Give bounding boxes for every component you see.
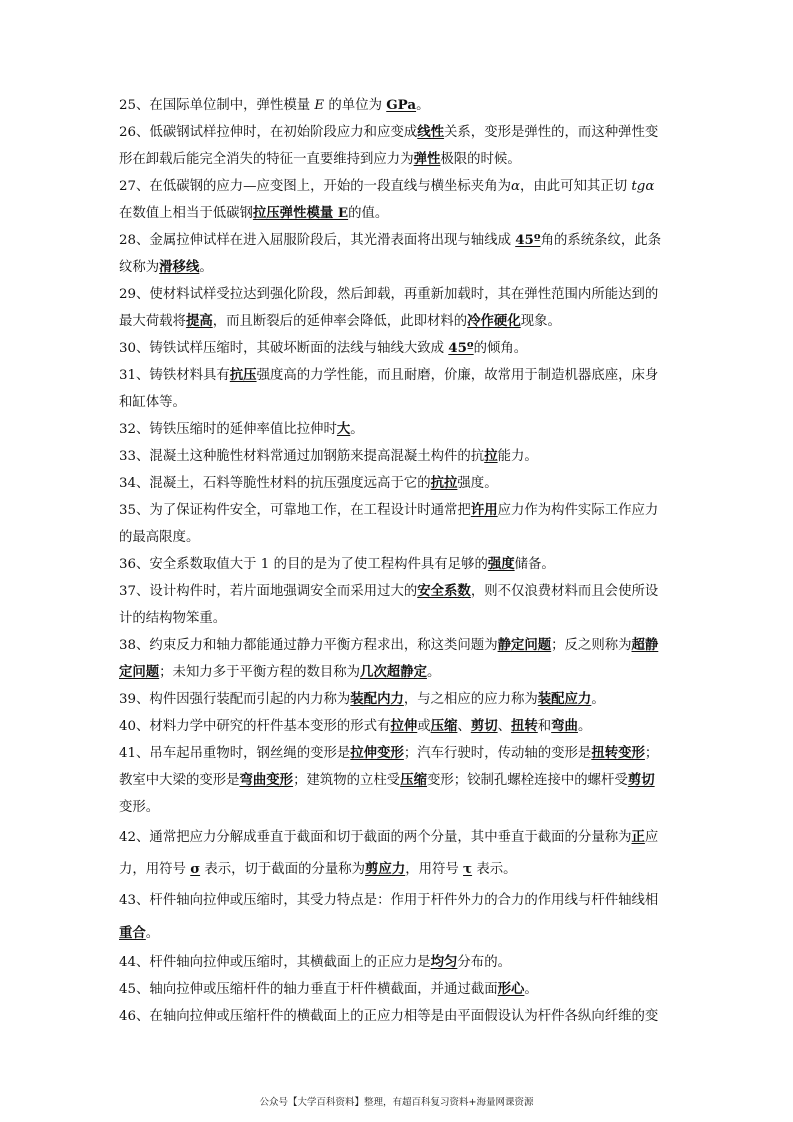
question-line: [119, 308, 675, 335]
question-line: [119, 917, 675, 949]
question-line: [119, 713, 675, 740]
question-item: [119, 713, 675, 740]
question-text: ，与之相应的应力称为: [403, 692, 538, 707]
question-text: 、: [497, 719, 511, 734]
question-text: 。: [591, 692, 605, 707]
question-line: [119, 281, 675, 308]
question-text: 45、轴向拉伸或压缩杆件的轴力垂直于杆件横截面，并通过截面: [119, 982, 498, 997]
answer-text: 抗拉: [430, 475, 458, 491]
question-item: [119, 443, 675, 470]
question-text: 或: [417, 719, 431, 734]
question-line: [119, 551, 675, 578]
answer-text: 剪切: [470, 718, 498, 734]
question-item: [119, 885, 675, 949]
question-text: 40、材料力学中研究的杆件基本变形的形式有: [119, 719, 391, 734]
question-text: ；未知力多于平衡方程的数目称为: [159, 665, 361, 680]
answer-text: 弯曲: [551, 718, 578, 734]
question-text: 36、安全系数取值大于 1 的目的是为了使工程构件具有足够的: [119, 557, 488, 572]
question-item: [119, 686, 675, 713]
question-text: 关系，变形是弹性的，而这种弹性变: [444, 125, 659, 140]
question-text: 强度。: [457, 476, 498, 491]
question-text: 37、设计构件时，若片面地强调安全而采用过大的: [119, 584, 418, 599]
question-text: 分布的。: [457, 955, 511, 970]
question-line: [119, 416, 675, 443]
question-text: 的单位为: [324, 98, 387, 113]
answer-text: 剪切: [627, 772, 655, 788]
question-text: 表示，切于截面的分量称为: [200, 862, 366, 877]
question-text: 最大荷载将: [119, 314, 186, 329]
answer-text: 定问题: [119, 664, 160, 680]
question-text: 应: [644, 830, 659, 845]
question-text: 在数值上相当于低碳钢: [119, 206, 253, 221]
question-line: [119, 362, 675, 389]
question-line: [119, 853, 675, 885]
question-line: [119, 173, 675, 200]
question-text: 的倾角。: [473, 341, 528, 356]
answer-text: 45º: [515, 232, 541, 248]
answer-text: 均匀: [430, 954, 458, 970]
question-line: [119, 976, 675, 1003]
question-text: ，用符号: [405, 862, 464, 877]
question-line: [119, 686, 675, 713]
math-symbol: E: [314, 98, 325, 113]
answer-text: 装配内力: [350, 691, 404, 707]
question-item: [119, 1003, 675, 1030]
answer-text: 拉压弹性模量 E: [252, 205, 349, 221]
question-text: ；建筑物的立柱受: [293, 773, 401, 788]
question-text: ，而且断裂后的延伸率会降低，此即材料的: [212, 314, 468, 329]
question-line: [119, 227, 675, 254]
question-line: [119, 335, 675, 362]
question-line: [119, 497, 675, 524]
question-line: [119, 949, 675, 976]
question-line: [119, 470, 675, 497]
answer-text: 提高: [185, 313, 213, 329]
question-text: 极限的时候。: [440, 152, 521, 167]
answer-text: 重合: [119, 925, 146, 941]
question-text: 33、混凝土这种脆性材料常通过加钢筋来提高混凝土构件的抗: [119, 449, 485, 464]
question-text: 计的结构物笨重。: [119, 611, 227, 626]
answer-text: 扭转变形: [591, 745, 645, 761]
question-text: 29、使材料试样受拉达到强化阶段，然后卸载，再重新加载时，其在弹性范围内所能达到的: [119, 287, 659, 302]
question-text: ；: [644, 746, 659, 761]
answer-text: 拉: [484, 448, 498, 464]
question-text: 表示。: [472, 862, 517, 877]
answer-text: 大: [336, 421, 351, 437]
question-text: 强度高的力学性能，而且耐磨，价廉，故常用于制造机器底座，床身: [256, 368, 659, 383]
question-text: 32、铸铁压缩时的延伸率值比拉伸时: [119, 422, 337, 437]
question-text: 的值。: [348, 206, 389, 221]
answer-text: 拉伸变形: [350, 745, 404, 761]
question-text: 27、在低碳钢的应力—应变图上，开始的一段直线与横坐标夹角为: [119, 179, 511, 194]
question-line: [119, 200, 675, 227]
answer-text: 超静: [631, 637, 659, 653]
question-item: [119, 976, 675, 1003]
answer-text: 安全系数: [417, 583, 471, 599]
question-item: [119, 740, 675, 821]
question-text: 现象。: [520, 314, 561, 329]
question-text: 28、金属拉伸试样在进入屈服阶段后，其光滑表面将出现与轴线成: [119, 233, 516, 248]
question-text: 31、铸铁材料具有: [119, 368, 230, 383]
answer-text: 正: [631, 829, 645, 845]
answer-text: 装配应力: [537, 691, 592, 707]
question-text: 26、低碳钢试样拉伸时，在初始阶段应力和应变成: [119, 125, 418, 140]
question-text: 。: [416, 98, 430, 113]
answer-text: 抗压: [229, 367, 257, 383]
answer-text: τ: [463, 861, 473, 877]
question-line: [119, 821, 675, 853]
question-line: [119, 885, 675, 917]
question-line: [119, 794, 675, 821]
answer-text: 弹性: [413, 151, 441, 167]
answer-text: 压缩: [430, 718, 458, 734]
question-text: 变形；铰制孔螺栓连接中的螺杆受: [426, 773, 628, 788]
question-item: [119, 362, 675, 416]
question-text: 和: [537, 719, 552, 734]
question-list: [119, 92, 675, 1030]
question-item: [119, 949, 675, 976]
question-line: [119, 578, 675, 605]
question-text: 30、铸铁试样压缩时，其破坏断面的法线与轴线大致成: [119, 341, 449, 356]
question-text: ；反之则称为: [551, 638, 632, 653]
question-text: 教室中大梁的变形是: [119, 773, 240, 788]
answer-text: 形心: [497, 981, 525, 997]
answer-text: 静定问题: [497, 637, 552, 653]
question-line: [119, 767, 675, 794]
question-text: 41、吊车起吊重物时，钢丝绳的变形是: [119, 746, 351, 761]
answer-text: 扭转: [510, 718, 538, 734]
answer-text: 45º: [448, 340, 474, 356]
question-text: 。: [199, 260, 213, 275]
question-text: 的最高限度。: [119, 530, 200, 545]
question-text: 38、约束反力和轴力都能通过静力平衡方程求出，称这类问题为: [119, 638, 498, 653]
answer-text: 冷作硬化: [467, 313, 521, 329]
answer-text: GPa: [386, 97, 417, 113]
answer-text: 线性: [417, 124, 445, 140]
question-item: [119, 578, 675, 632]
answer-text: 剪应力: [365, 861, 406, 877]
question-text: 纹称为: [119, 260, 160, 275]
question-text: 44、杆件轴向拉伸或压缩时，其横截面上的正应力是: [119, 955, 431, 970]
question-text: 能力。: [497, 449, 538, 464]
answer-text: σ: [190, 861, 201, 877]
question-item: [119, 335, 675, 362]
question-text: ，由此可知其正切: [520, 179, 632, 194]
question-text: ；汽车行驶时，传动轴的变形是: [403, 746, 592, 761]
question-text: 43、杆件轴向拉伸或压缩时，其受力特点是：作用于杆件外力的合力的作用线与杆件轴线相: [119, 893, 659, 908]
question-item: [119, 119, 675, 173]
question-item: [119, 497, 675, 551]
question-text: 角的系统条纹，此条: [540, 233, 662, 248]
question-line: [119, 443, 675, 470]
question-item: [119, 632, 675, 686]
question-item: [119, 551, 675, 578]
question-item: [119, 281, 675, 335]
math-symbol: α: [510, 179, 521, 194]
question-item: [119, 92, 675, 119]
question-text: 39、构件因强行装配而引起的内力称为: [119, 692, 351, 707]
question-text: 储备。: [514, 557, 555, 572]
question-text: 。: [350, 422, 364, 437]
question-text: 、: [457, 719, 471, 734]
question-line: [119, 254, 675, 281]
answer-text: 滑移线: [159, 259, 200, 275]
math-symbol: tgα: [631, 179, 655, 194]
question-line: [119, 119, 675, 146]
question-item: [119, 470, 675, 497]
question-line: [119, 524, 675, 551]
question-text: ，则不仅浪费材料而且会使所设: [470, 584, 659, 599]
answer-text: 压缩: [400, 772, 427, 788]
question-text: 35、为了保证构件安全，可靠地工作，在工程设计时通常把: [119, 503, 471, 518]
answer-text: 几次超静定: [360, 664, 427, 680]
question-text: 34、混凝土，石料等脆性材料的抗压强度远高于它的: [119, 476, 431, 491]
question-line: [119, 1003, 675, 1030]
question-line: [119, 659, 675, 686]
question-text: 42、通常把应力分解成垂直于截面和切于截面的两个分量，其中垂直于截面的分量称为: [119, 830, 632, 845]
question-text: 变形。: [119, 800, 160, 815]
page-footer: 公众号【大学百科资料】整理，有超百科复习资料+海量网课资源: [259, 1097, 534, 1108]
question-text: 。: [426, 665, 441, 680]
question-text: 46、在轴向拉伸或压缩杆件的横截面上的正应力相等是由平面假设认为杆件各纵向纤维的变: [119, 1009, 659, 1024]
answer-text: 拉伸: [390, 718, 418, 734]
question-text: 。: [577, 719, 592, 734]
question-line: [119, 632, 675, 659]
question-item: [119, 227, 675, 281]
question-text: 25、在国际单位制中，弹性模量: [119, 98, 315, 113]
question-line: [119, 389, 675, 416]
question-line: [119, 92, 675, 119]
question-text: 形在卸载后能完全消失的特征一直要维持到应力为: [119, 152, 414, 167]
question-text: 力，用符号: [119, 862, 191, 877]
question-text: 应力作为构件实际工作应力: [497, 503, 659, 518]
question-line: [119, 740, 675, 767]
question-text: 。: [524, 982, 538, 997]
question-text: 和缸体等。: [119, 395, 186, 410]
question-item: [119, 416, 675, 443]
question-item: [119, 173, 675, 227]
answer-text: 许用: [470, 502, 498, 518]
question-line: [119, 146, 675, 173]
question-item: [119, 821, 675, 885]
answer-text: 强度: [487, 556, 515, 572]
question-text: 。: [145, 926, 160, 941]
answer-text: 弯曲变形: [239, 772, 294, 788]
question-line: [119, 605, 675, 632]
